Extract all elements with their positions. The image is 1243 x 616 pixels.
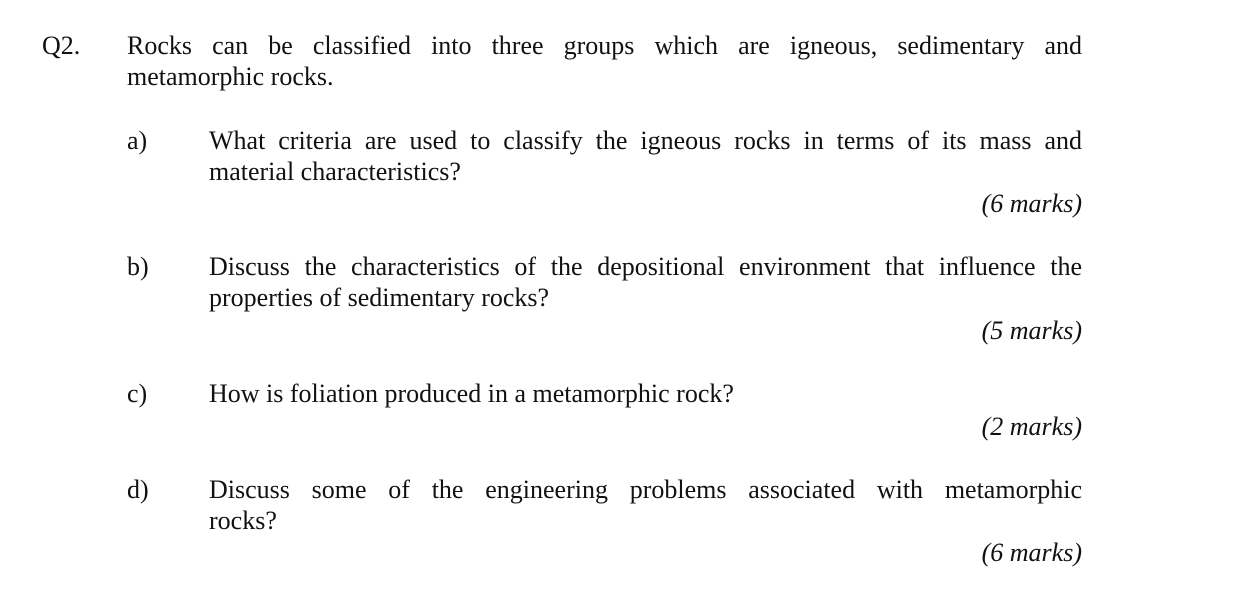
part-a-line1: What criteria are used to classify the igneous rocks in terms of its mass and	[209, 126, 1082, 155]
part-a-marks: (6 marks)	[981, 189, 1082, 218]
question-intro-line1: Rocks can be classified into three groups which are igneous, sedimentary and	[127, 31, 1082, 60]
question-number: Q2.	[42, 31, 81, 60]
part-b-label: b)	[127, 252, 149, 281]
part-a-label: a)	[127, 126, 148, 155]
part-a-line2: material characteristics?	[209, 157, 461, 186]
question-intro-line2: metamorphic rocks.	[127, 62, 334, 91]
part-b-line1: Discuss the characteristics of the depositional environment that influence the	[209, 252, 1082, 281]
part-c-text	[209, 378, 1082, 409]
part-a-text	[209, 125, 1082, 187]
part-d-label: d)	[127, 475, 149, 504]
part-b-marks: (5 marks)	[981, 316, 1082, 345]
part-d-line2: rocks?	[209, 506, 277, 535]
part-c-marks: (2 marks)	[981, 412, 1082, 441]
part-c-line1: How is foliation produced in a metamorphic rock?	[209, 379, 734, 408]
part-b-text	[209, 251, 1082, 313]
part-d-text	[209, 474, 1082, 536]
question-intro	[127, 30, 1082, 92]
part-d-line1: Discuss some of the engineering problems associated with metamorphic	[209, 475, 1082, 504]
part-d-marks: (6 marks)	[981, 538, 1082, 567]
part-c-label: c)	[127, 379, 148, 408]
part-b-line2: properties of sedimentary rocks?	[209, 283, 550, 312]
